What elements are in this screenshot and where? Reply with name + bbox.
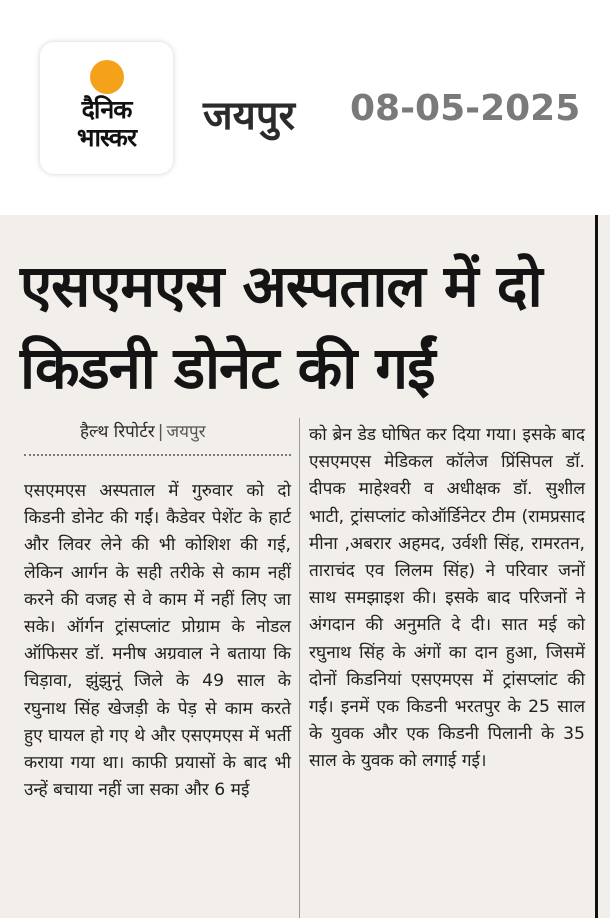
byline-separator: |	[157, 422, 164, 442]
logo-text-line1: दैनिक	[81, 95, 132, 124]
article-column-right: को ब्रेन डेड घोषित कर दिया गया। इसके बाद एसएमएस मेडिकल कॉलेज प्रिंसिपल डॉ. दीपक माहेश्वरी व अधीक्षक डॉ. सुशील भाटी, ट्रांसप्लांट कोऑर्डिनेटर टीम (रामप्रसाद मीना ,अबरार अहमद, उर्वशी सिंह, रामरतन, ताराचंद एव लिलम सिंह) ने परिवार जनों साथ समझाइश की। इसके बाद परिजनों ने अंगदान की अनुमति दे दी। सात मई को रघुनाथ सिंह के अंगों का दान हुआ, जिसमें दोनों किडनियां एसएमएस में ट्रांसप्लांट की गईं। इनमें एक किडनी भरतपुर के 25 साल के युवक और एक किडनी पिलानी के 35 साल के युवक को लगाई गई।	[309, 425, 585, 772]
article-column-left: एसएमएस अस्पताल में गुरुवार को दो किडनी डोनेट की गईं। कैडेवर पेशेंट के हार्ट और लिवर लेने की भी कोशिश की गई, लेकिन आर्गन के सही तरीके से काम नहीं करने की वजह से वे काम में नहीं लिए जा सके। ऑर्गन ट्रांसप्लांट प्रोग्राम के नोडल ऑफिसर डॉ. मनीष अग्रवाल ने बताया कि चिड़ावा, झुंझुनूं जिले के 49 साल के रघुनाथ सिंह खेजड़ी के पेड़ से काम करते हुए घायल हो गए थे और एसएमएस में भर्ती कराया गया था। काफी प्रयासों के बाद भी उन्हें बचाया नहीं जा सका और 6 मई	[24, 481, 291, 801]
byline-reporter: हैल्थ रिपोर्टर	[80, 422, 155, 442]
byline-dotted-divider	[24, 454, 291, 456]
edition-date: 08-05-2025	[350, 88, 581, 129]
clipping-edge-line	[595, 215, 598, 918]
sun-dot-icon	[90, 60, 124, 94]
headline-line-1: एसएमएस अस्पताल में दो	[20, 252, 542, 320]
byline-city: जयपुर	[166, 422, 206, 442]
dainik-bhaskar-logo	[40, 42, 173, 174]
column-divider	[299, 418, 300, 918]
headline-line-2: किडनी डोनेट की गईं	[20, 334, 435, 402]
logo-text-line2: भास्कर	[76, 123, 137, 152]
edition-city: जयपुर	[203, 93, 295, 139]
byline	[80, 419, 206, 442]
